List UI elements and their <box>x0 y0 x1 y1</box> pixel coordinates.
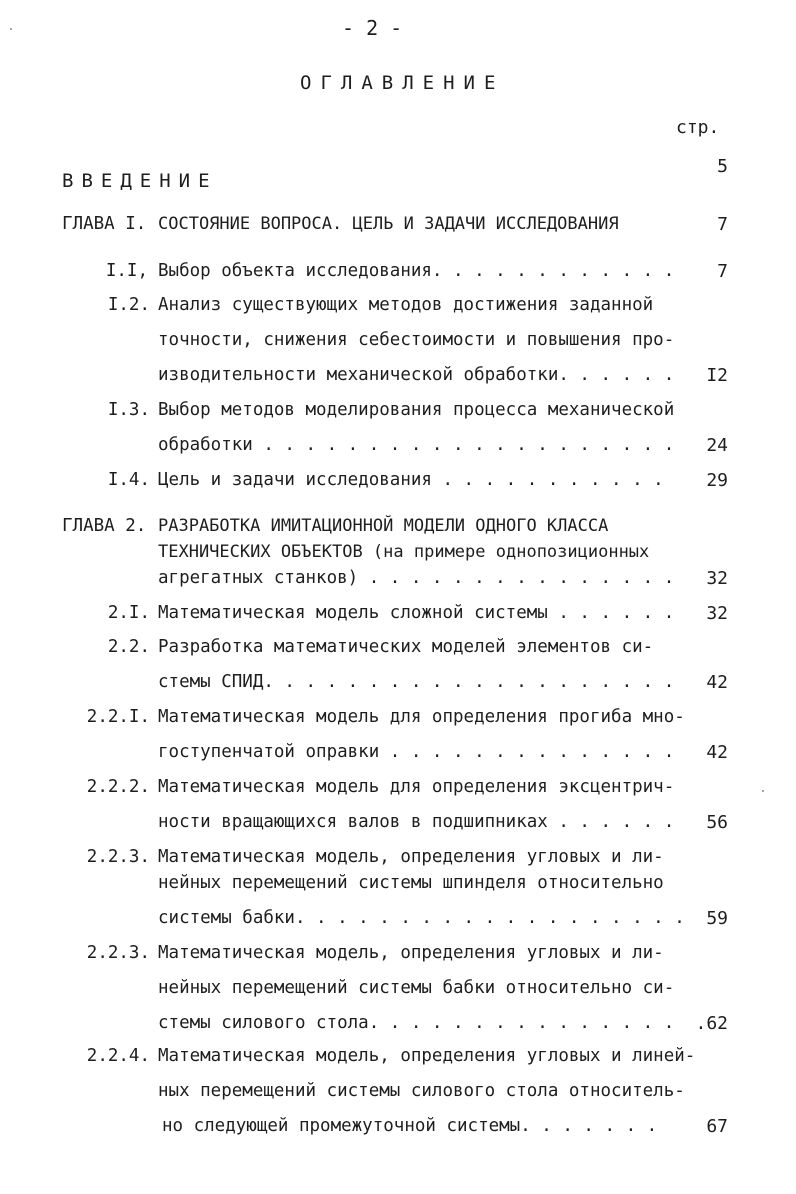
entry-page: 32 <box>706 568 728 589</box>
entry-line: Цель и задачи исследования . . . . . . . . . . . <box>158 470 664 490</box>
entry-number: I.2. <box>107 295 150 315</box>
entry-line: но следующей промежуточной системы. . . . . . . <box>162 1116 658 1136</box>
entry-number: 2.2.I. <box>86 707 150 727</box>
entry-number: I.I, <box>105 261 148 281</box>
entry-line: Математическая модель, определения угловых и ли- <box>158 943 664 963</box>
entry-line: Выбор объекта исследования. . . . . . . . . . . . <box>158 261 675 281</box>
entry-line: стемы силового стола. . . . . . . . . . . . . . . <box>158 1013 675 1033</box>
entry-page: 29 <box>706 470 728 491</box>
entry-page: I2 <box>706 365 728 386</box>
entry-number: 2.2.2. <box>86 777 150 797</box>
entry-line: ности вращающихся валов в подшипниках . . . . . . <box>158 812 675 832</box>
entry-number: 2.I. <box>107 603 150 623</box>
scan-speck <box>762 790 764 792</box>
entry-line: Математическая модель сложной системы . . . . . . <box>158 603 675 623</box>
entry-number: 2.2. <box>107 637 150 657</box>
entry-line: Анализ существующих методов достижения заданной <box>158 295 654 315</box>
entry-number: 2.2.3. <box>86 847 150 867</box>
entry-page: 7 <box>717 261 728 282</box>
entry-number: I.3. <box>107 400 150 420</box>
entry-line: СОСТОЯНИЕ ВОПРОСА. ЦЕЛЬ И ЗАДАЧИ ИССЛЕДОВАНИЯ <box>158 214 619 234</box>
entry-page: 42 <box>706 742 728 763</box>
entry-page: .62 <box>695 1013 728 1034</box>
entry-line: Математическая модель, определения угловых и ли- <box>158 847 664 867</box>
entry-line: системы бабки. . . . . . . . . . . . . . . . . . . <box>158 908 685 928</box>
entry-page: 42 <box>706 672 728 693</box>
entry-page: 59 <box>706 908 728 929</box>
entry-line: Математическая модель, определения угловых и линей- <box>158 1046 696 1066</box>
entry-page: 7 <box>717 214 728 235</box>
entry-title: ВВЕДЕНИЕ <box>62 170 218 192</box>
entry-line: гоступенчатой оправки . . . . . . . . . . . . . . <box>158 742 675 762</box>
entry-line: нейных перемещений системы шпинделя относительно <box>158 873 664 893</box>
entry-line: Разработка математических моделей элементов си- <box>158 637 654 657</box>
page-number: - 2 - <box>342 16 403 40</box>
entry-line: стемы СПИД. . . . . . . . . . . . . . . . . . . . <box>158 672 675 692</box>
entry-page: 5 <box>717 156 728 177</box>
entry-line: Математическая модель для определения прогиба мно- <box>158 707 685 727</box>
entry-line: Математическая модель для определения эксцентрич- <box>158 777 675 797</box>
entry-number: I.4. <box>107 470 150 490</box>
entry-line: агрегатных станков) . . . . . . . . . . . . . . . <box>158 568 675 588</box>
entry-line: изводительности механической обработки. . . . . . <box>158 365 675 385</box>
entry-line: точности, снижения себестоимости и повышения про- <box>158 330 675 350</box>
pages-column-label: стр. <box>676 117 720 138</box>
entry-line: ТЕХНИЧЕСКИХ ОБЪЕКТОВ (на примере однопозиционных <box>158 542 650 562</box>
entry-page: 32 <box>706 603 728 624</box>
toc-title: ОГЛАВЛЕНИЕ <box>300 72 505 94</box>
entry-page: 67 <box>706 1116 728 1137</box>
entry-number: ГЛАВА I. <box>62 214 147 234</box>
entry-line: Выбор методов моделирования процесса механической <box>158 400 675 420</box>
entry-line: обработки . . . . . . . . . . . . . . . . . . . . <box>158 435 675 455</box>
entry-page: 24 <box>706 435 728 456</box>
entry-line: нейных перемещений системы бабки относительно си- <box>158 978 675 998</box>
entry-number: ГЛАВА 2. <box>62 516 147 536</box>
entry-number: 2.2.3. <box>86 943 150 963</box>
scan-speck <box>10 28 12 30</box>
entry-line: РАЗРАБОТКА ИМИТАЦИОННОЙ МОДЕЛИ ОДНОГО КЛАССА <box>158 516 609 536</box>
entry-page: 56 <box>706 812 728 833</box>
entry-line: ных перемещений системы силового стола относитель- <box>158 1081 685 1101</box>
entry-number: 2.2.4. <box>86 1046 150 1066</box>
